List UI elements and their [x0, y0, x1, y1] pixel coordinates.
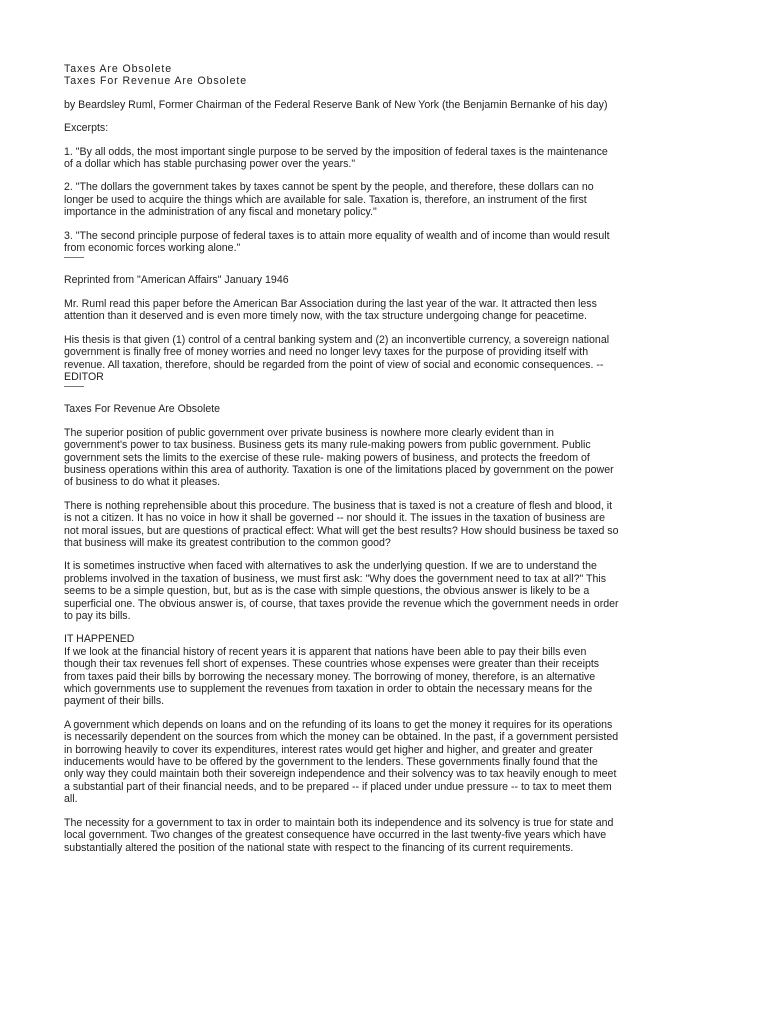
paragraph-line: The superior position of public government over private business is nowhere more clearly evident than in: [64, 426, 554, 439]
paragraph-line: superficial one. The obvious answer is, of course, that taxes provide the revenue which the government needs in order: [64, 597, 619, 610]
paragraph-line: seems to be a simple question, but, but as is the case with simple questions, the obvious answer is likely to be a: [64, 585, 590, 598]
paragraph-line: government is finally free of money worries and need no longer levy taxes for the purpose of providing itself with: [64, 346, 589, 359]
editor-paragraph-1: [64, 298, 704, 323]
paragraph-line: local government. Two changes of the greatest consequence have occurred in the last twenty-five years which have: [64, 829, 607, 842]
paragraph-line: problems involved in the taxation of business, we must first ask: "Why does the government need to tax at all?" This: [64, 572, 606, 585]
paragraph-line: only way they could maintain both their sovereign independence and their solvency was to tax heavily enough to meet: [64, 768, 617, 781]
paragraph-line: to pay its bills.: [64, 610, 131, 622]
paragraph-line: business operations within this area of authority. Taxation is one of the limitations placed by government on the power: [64, 463, 614, 476]
paragraph-line: that business will make its greatest contribution to the common good?: [64, 536, 391, 549]
paragraph-line: attention than it deserved and is even more timely now, with the tax structure undergoing change for peacetime.: [64, 310, 587, 323]
paragraph-line: is not a citizen. It has no voice in how it shall be governed -- nor should it. The issues in the taxation of business are: [64, 512, 605, 525]
paragraph-line: substantially altered the position of the national state with respect to the financing of its current requirements.: [64, 841, 574, 854]
paragraph-line: a substantial part of their financial needs, and to be prepared -- if placed under undue pressure -- to tax to meet them: [64, 780, 612, 793]
editor-paragraph-2: [64, 334, 704, 384]
paragraph-line: EDITOR: [64, 370, 104, 383]
paragraph-line: If we look at the financial history of recent years it is apparent that nations have been able to pay their bills even: [64, 645, 587, 658]
reprint-note: [64, 274, 704, 286]
paragraph-line: Mr. Ruml read this paper before the American Bar Association during the last year of the war. It attracted then less: [64, 297, 597, 310]
excerpt-2: [64, 181, 704, 218]
document-subtitle: Taxes For Revenue Are Obsolete: [64, 75, 248, 88]
paragraph-line: though their tax revenues fell short of expenses. These countries whose expenses were greater than their receipts: [64, 658, 600, 671]
paragraph-line: A government which depends on loans and on the refunding of its loans to get the money it requires for its operations: [64, 718, 613, 731]
paragraph-line: payment of their bills.: [64, 695, 165, 708]
excerpt-line: of a dollar which has stable purchasing power over the years.": [64, 158, 356, 171]
paragraph-line: revenue. All taxation, therefore, should be regarded from the point of view of social and economic consequences. --: [64, 358, 604, 371]
excerpts-label: [64, 122, 704, 134]
paragraph-line: all.: [64, 793, 78, 806]
paragraph-line: in borrowing heavily to cover its expenditures, interest rates would get higher and higher, and greater and greater: [64, 743, 593, 756]
reprint-note-text: Reprinted from "American Affairs" January 1946: [64, 274, 289, 287]
paragraph-line: of business to do what it pleases.: [64, 476, 221, 489]
excerpt-line: 3. "The second principle purpose of federal taxes is to attain more equality of wealth and of income than would result: [64, 229, 610, 242]
paragraph-line: not moral issues, but are questions of practical effect: What will get the best results? How should business be taxed so: [64, 524, 619, 537]
title-block: [64, 63, 704, 88]
excerpt-line: 2. "The dollars the government takes by taxes cannot be spent by the people, and therefore, these dollars can no: [64, 181, 594, 194]
paragraph-line: There is nothing reprehensible about this procedure. The business that is taxed is not a creature of flesh and blood, it: [64, 499, 613, 512]
paragraph-line: government's power to tax business. Business gets its many rule-making powers from public government. Public: [64, 439, 591, 452]
paragraph-line: is necessarily dependent on the sources from which the money can be obtained. In the past, if a government persisted: [64, 731, 619, 744]
document-title: Taxes Are Obsolete: [64, 63, 173, 75]
article-paragraph-2: [64, 500, 704, 550]
paragraph-line: from taxes paid their bills by borrowing the necessary money. The borrowing of money, therefore, is an alternative: [64, 670, 596, 683]
excerpt-3: [64, 230, 704, 255]
section-divider: [64, 386, 84, 387]
section-heading: IT HAPPENED: [64, 633, 135, 646]
paragraph-line: The necessity for a government to tax in order to maintain both its independence and its solvency is true for state and: [64, 816, 614, 829]
article-paragraph-1: [64, 427, 704, 489]
excerpts-label-text: Excerpts:: [64, 122, 109, 135]
section-it-happened: [64, 633, 704, 707]
article-title: [64, 403, 704, 415]
section-paragraph-2: [64, 719, 704, 806]
paragraph-line: It is sometimes instructive when faced with alternatives to ask the underlying question. If we are to understand the: [64, 560, 597, 573]
byline-text: by Beardsley Ruml, Former Chairman of the Federal Reserve Bank of New York (the Benjamin Bernanke of his day): [64, 98, 608, 111]
paragraph-line: His thesis is that given (1) control of a central banking system and (2) an inconvertible currency, a sovereign national: [64, 333, 610, 346]
excerpt-line: from economic forces working alone.": [64, 242, 241, 255]
excerpt-line: longer be used to acquire the things which are available for sale. Taxation is, therefore, an instrument of the first: [64, 193, 587, 206]
section-paragraph-3: [64, 817, 704, 854]
paragraph-line: inducements would have to be offered by the government to the lenders. These governments finally found that the: [64, 756, 598, 769]
byline: [64, 99, 704, 111]
article-paragraph-3: [64, 560, 704, 622]
paragraph-line: government sets the limits to the exercise of these rule- making powers of business, and protects the freedom of: [64, 451, 590, 464]
article-title-text: Taxes For Revenue Are Obsolete: [64, 403, 221, 416]
paragraph-line: which governments use to supplement the revenues from taxation in order to obtain the necessary means for the: [64, 683, 593, 696]
section-divider: [64, 257, 84, 258]
excerpt-line: 1. "By all odds, the most important single purpose to be served by the imposition of federal taxes is the maintenance: [64, 145, 608, 158]
excerpt-line: importance in the administration of any fiscal and monetary policy.": [64, 206, 377, 219]
excerpt-1: [64, 146, 704, 171]
